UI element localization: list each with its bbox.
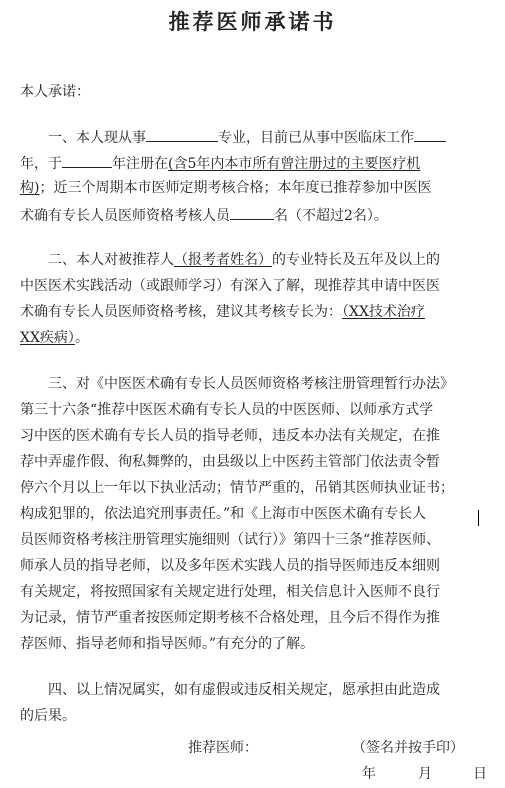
- p1-text: 专业，目前已从事中医临床工作: [218, 130, 414, 146]
- p2-line3: [20, 302, 425, 322]
- p2-text: 。: [74, 330, 89, 346]
- p3-line: 荐中弄虚作假、徇私舞弊的，由县级以上中医药主管部门依法责令暂: [20, 454, 440, 470]
- p3-line: 有关规定，将按照国家有关规定进行处理，相关信息计入医师不良行: [20, 584, 440, 600]
- p1-line1: [48, 126, 446, 148]
- p1-text: 术确有专长人员医师资格考核人员: [20, 208, 230, 224]
- p3-line: 构成犯罪的，依法追究刑事责任。”和《上海市中医医术确有专长人: [20, 506, 427, 522]
- count-blank[interactable]: [230, 204, 274, 220]
- p3-line: 为记录，情节严重者按医师定期考核不合格处理，且今后不得作为推: [20, 610, 440, 626]
- p2-line2: 中医医术实践活动（或跟师学习）有深入了解，现推荐其申请中医医: [20, 278, 440, 294]
- signature-note: （签名并按手印）: [352, 740, 464, 756]
- p2-text: 的专业特长及五年及以上的: [272, 252, 440, 268]
- p2-text: 二、本人对被推荐人: [48, 252, 174, 268]
- specialty-field[interactable]: （XX技术治疗: [342, 304, 425, 320]
- p1-text: 年，于: [20, 156, 62, 172]
- text-cursor: [478, 510, 479, 526]
- p2-text: 术确有专长人员医师资格考核，建议其考核专长为：: [20, 304, 342, 320]
- p4-line: 四、以上情况属实，如有虚假或违反相关规定，愿承担由此造成: [48, 682, 440, 698]
- p1-text: ；近三个周期本市医师定期考核合格；本年度已推荐参加中医医: [39, 180, 432, 196]
- institution-underlined: (含5年内本市所有曾注册过的主要医疗机: [168, 156, 421, 172]
- p1-line2: [20, 152, 420, 174]
- p3-line: 停六个月以上一年以下执业活动；情节严重的，吊销其医师执业证书；: [20, 480, 454, 496]
- institution-underlined-end: 构): [20, 180, 40, 196]
- years-blank[interactable]: [414, 126, 446, 142]
- p1-line4: [20, 204, 388, 226]
- p3-line: 荐医师、指导老师和指导医师。”有充分的了解。: [20, 636, 315, 652]
- candidate-name-field[interactable]: （报考者姓名）: [174, 252, 272, 268]
- p4-line: 的后果。: [20, 708, 76, 724]
- specialty-blank[interactable]: [146, 126, 218, 142]
- p3-line: 习中医的医术确有专长人员的指导老师，违反本办法有关规定，在推: [20, 428, 440, 444]
- p3-line: 三、对《中医医术确有专长人员医师资格考核注册管理暂行办法》: [48, 376, 454, 392]
- date-month: 月: [418, 766, 432, 782]
- intro-text: 本人承诺：: [20, 84, 90, 100]
- p2-line1: [48, 250, 440, 270]
- p3-line: 第三十六条“推荐中医医术确有专长人员的中医医师、以师承方式学: [20, 402, 434, 418]
- document-title: 推荐医师承诺书: [168, 9, 337, 34]
- p1-text: 一、本人现从事: [48, 130, 146, 146]
- p1-text: 名（不超过2名）。: [274, 208, 388, 224]
- signature-label: 推荐医师：: [188, 740, 258, 756]
- date-year: 年: [362, 766, 376, 782]
- p2-line4: [20, 328, 89, 348]
- specialty-field-end[interactable]: XX疾病）: [20, 330, 75, 346]
- p3-line: 员医师资格考核注册管理实施细则（试行）》第四十三条“推荐医师、: [20, 532, 441, 548]
- p1-text: 年注册在: [112, 156, 168, 172]
- p1-line3: [20, 178, 431, 198]
- p3-line: 师承人员的指导老师，以及多年医术实践人员的指导医师违反本细则: [20, 558, 440, 574]
- register-year-blank[interactable]: [62, 152, 112, 168]
- date-day: 日: [473, 766, 487, 782]
